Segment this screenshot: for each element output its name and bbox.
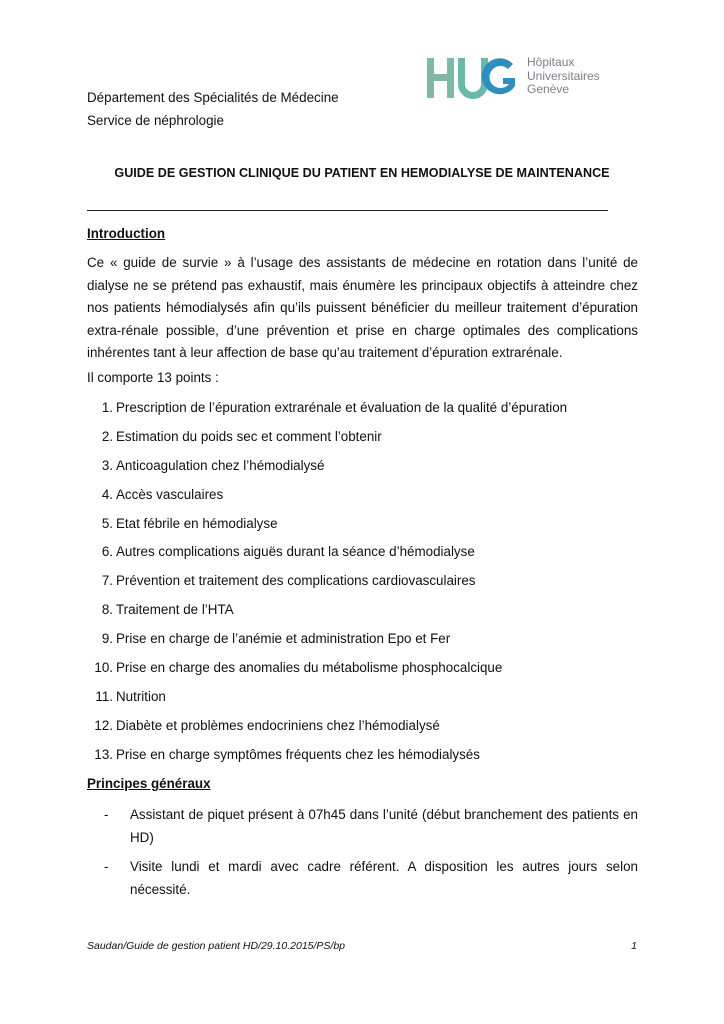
introduction-heading: Introduction xyxy=(87,226,166,241)
list-number: 9. xyxy=(101,631,113,647)
points-intro: Il comporte 13 points : xyxy=(87,370,219,385)
list-item xyxy=(87,571,647,600)
logo-line: Genève xyxy=(527,82,570,96)
list-text: Diabète et problèmes endocriniens chez l’hémodialysé xyxy=(116,717,440,733)
list-text: Autres complications aiguës durant la séance d’hémodialyse xyxy=(116,544,475,560)
logo-line: Universitaires xyxy=(527,68,600,83)
bullet-text: Assistant de piquet présent à 07h45 dans l’unité (début branchement des patients en HD) xyxy=(130,807,638,845)
list-text: Nutrition xyxy=(116,688,166,704)
list-number: 10. xyxy=(94,660,113,676)
bullet-dash: - xyxy=(104,807,109,822)
list-text: Prise en charge symptômes fréquents chez les hémodialysés xyxy=(116,746,480,762)
list-item xyxy=(87,600,647,629)
list-number: 7. xyxy=(101,573,113,589)
hug-logo-mark xyxy=(427,56,519,100)
principes-list xyxy=(87,804,638,908)
list-item xyxy=(87,427,647,456)
list-number: 2. xyxy=(101,428,113,444)
list-number: 11. xyxy=(95,688,113,704)
bullet-text: Visite lundi et mardi avec cadre référent. A disposition les autres jours selon nécessité. xyxy=(130,859,638,897)
list-item xyxy=(87,485,647,514)
department-name: Département des Spécialités de Médecine xyxy=(87,90,339,105)
bullet-dash: - xyxy=(104,859,109,874)
list-text: Prescription de l’épuration extrarénale et évaluation de la qualité d’épuration xyxy=(116,400,568,415)
title-divider xyxy=(87,210,608,211)
list-text: Traitement de l’HTA xyxy=(116,602,234,618)
hug-logo xyxy=(427,56,617,102)
principes-heading: Principes généraux xyxy=(87,776,211,791)
list-number: 3. xyxy=(101,457,113,473)
list-item xyxy=(87,456,647,485)
list-text: Prise en charge de l’anémie et administration Epo et Fer xyxy=(116,631,451,647)
list-text: Prise en charge des anomalies du métabolisme phosphocalcique xyxy=(116,660,503,676)
list-number: 12. xyxy=(94,717,113,733)
logo-line: Hôpitaux xyxy=(527,55,575,69)
page-number: 1 xyxy=(631,940,637,952)
points-list xyxy=(87,398,647,774)
list-text: Accès vasculaires xyxy=(116,486,224,502)
list-number: 4. xyxy=(101,486,113,502)
list-number: 6. xyxy=(101,544,113,560)
bullet-item xyxy=(87,856,638,901)
list-number: 1. xyxy=(101,400,113,415)
list-text: Etat fébrile en hémodialyse xyxy=(116,515,278,531)
introduction-paragraph: Ce « guide de survie » à l’usage des assistants de médecine en rotation dans l’unité de dialyse ne se prétend pas exhaustif, mais énumère les principaux objectifs à atteindre chez nos patients hémodialysés afin qu’ils puissent bénéficier du meilleur traitement d’épuration extra-rénale possible, d’une prévention et prise en charge optimales des complications inhérentes tant à leur affection de base qu’au traitement d’épuration extrarénale. xyxy=(87,255,638,360)
list-item xyxy=(87,745,647,774)
document-title: GUIDE DE GESTION CLINIQUE DU PATIENT EN HEMODIALYSE DE MAINTENANCE xyxy=(114,166,610,180)
department-header xyxy=(87,86,339,132)
hug-logo-text xyxy=(527,56,600,97)
service-name: Service de néphrologie xyxy=(87,113,224,128)
footer-reference: Saudan/Guide de gestion patient HD/29.10.2015/PS/bp xyxy=(87,940,346,952)
list-number: 8. xyxy=(101,602,113,618)
list-item xyxy=(87,687,647,716)
list-item xyxy=(87,629,647,658)
list-item xyxy=(87,542,647,571)
list-number: 5. xyxy=(101,515,113,531)
list-item xyxy=(87,658,647,687)
list-item xyxy=(87,398,647,427)
list-item xyxy=(87,514,647,543)
list-text: Estimation du poids sec et comment l’obtenir xyxy=(116,428,382,444)
bullet-item xyxy=(87,804,638,849)
list-item xyxy=(87,716,647,745)
list-number: 13. xyxy=(94,746,113,762)
list-text: Anticoagulation chez l’hémodialysé xyxy=(116,457,325,473)
list-text: Prévention et traitement des complications cardiovasculaires xyxy=(116,573,476,589)
